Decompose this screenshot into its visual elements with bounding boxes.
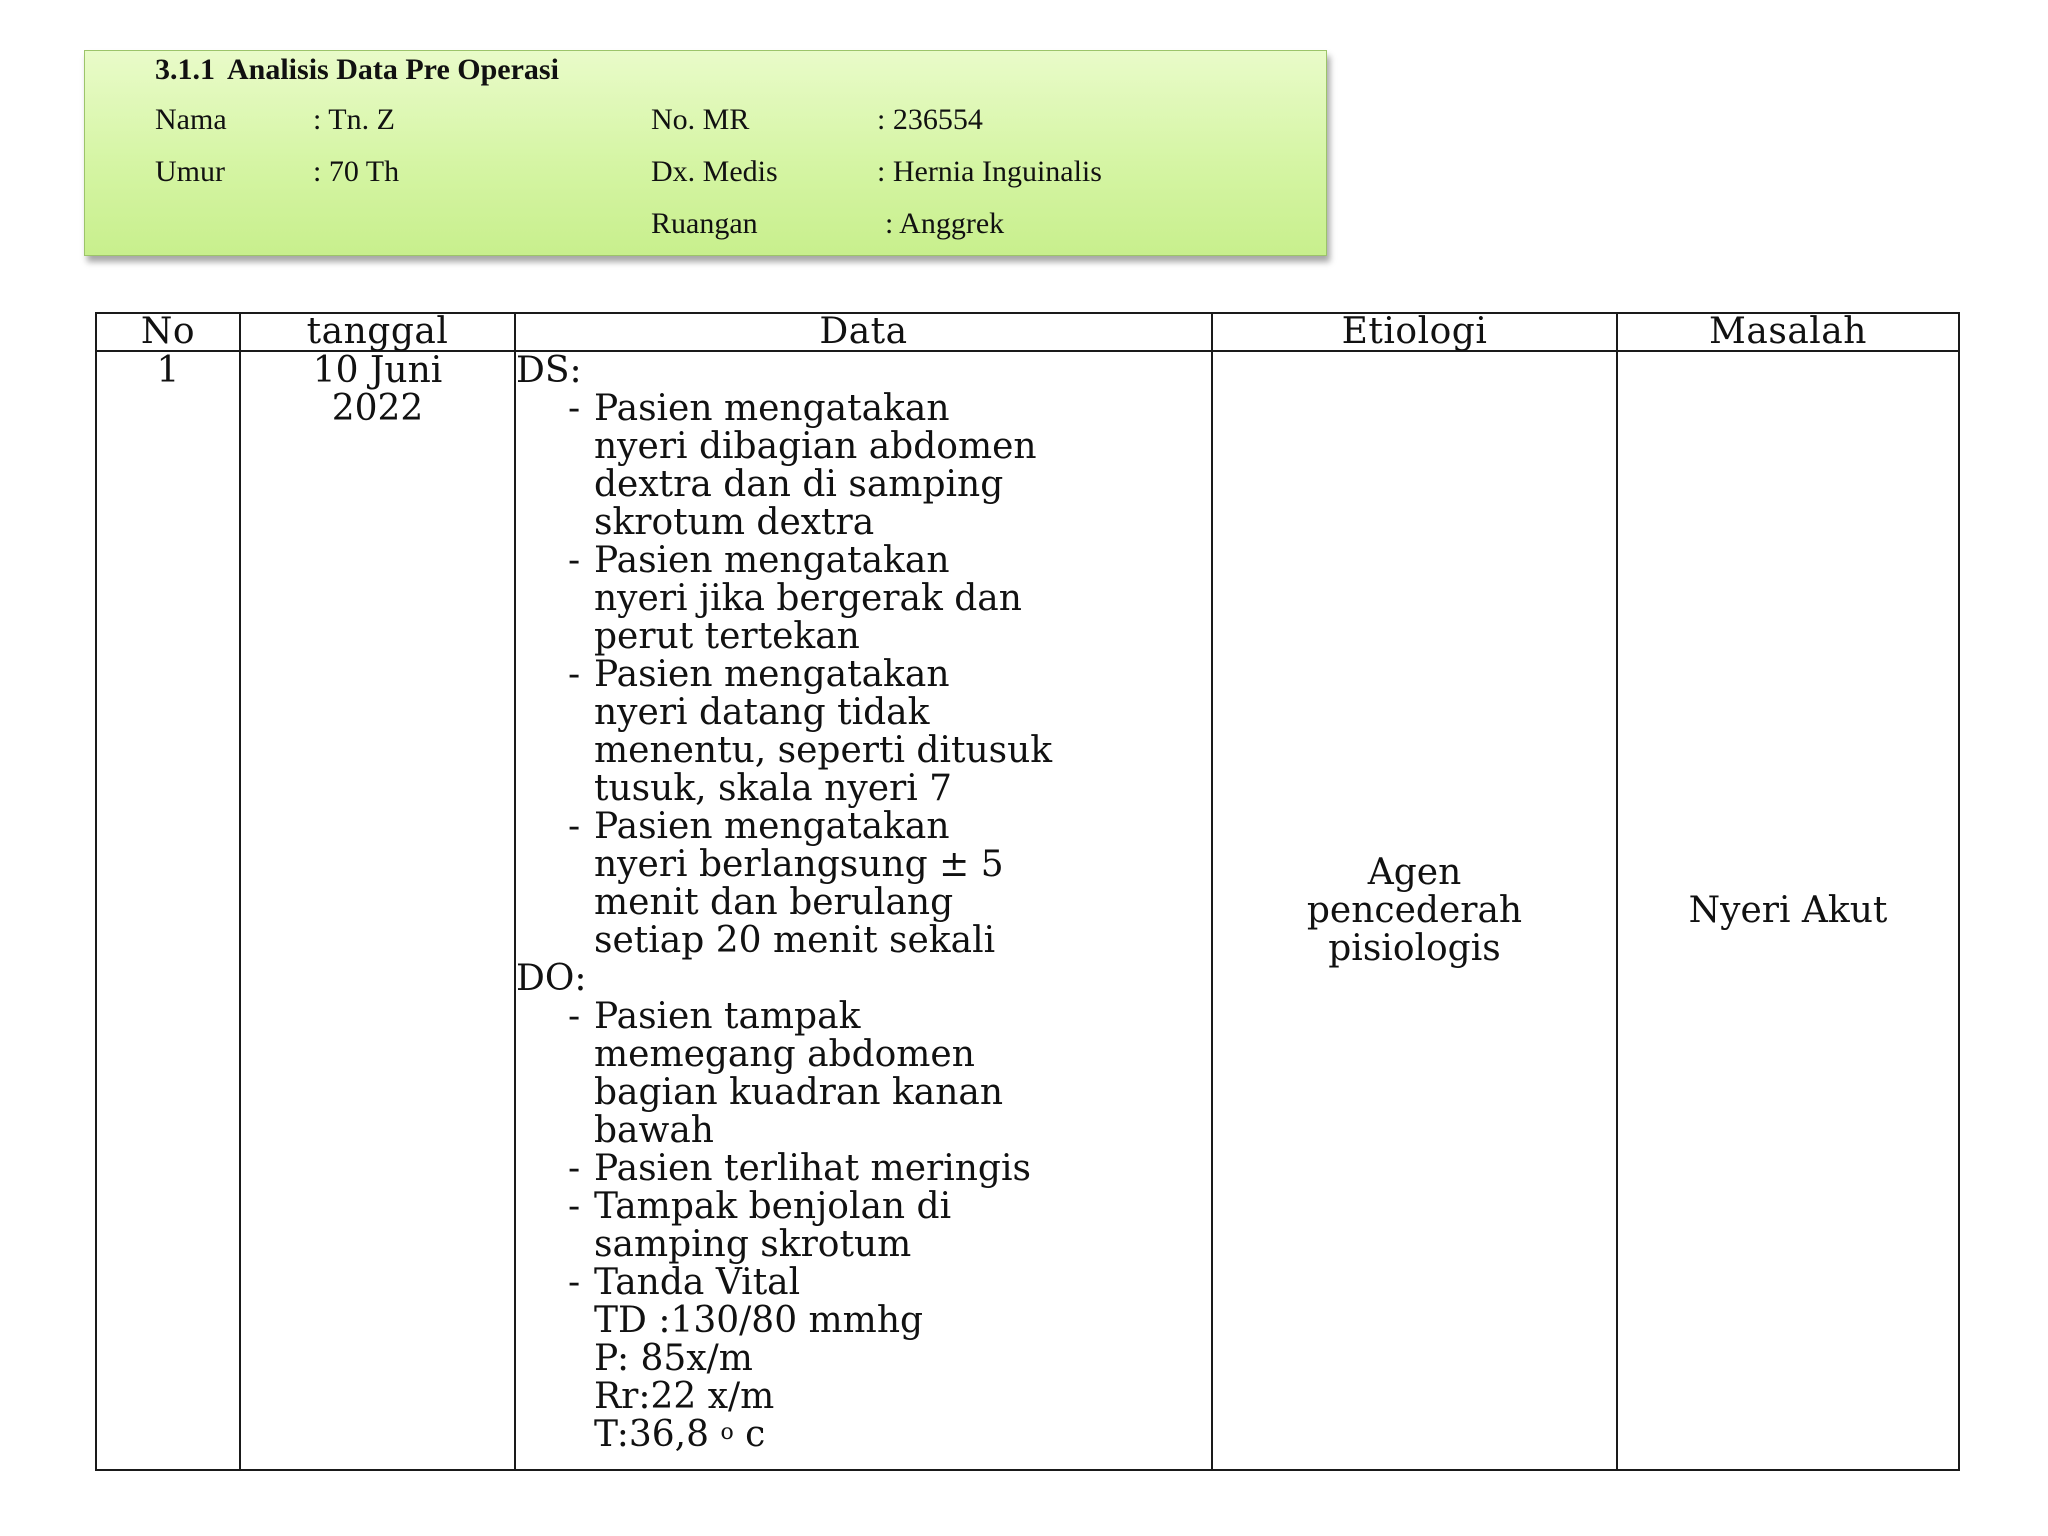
ds-list [516,390,1211,960]
field-ruangan [651,207,1005,241]
cell-tanggal [240,351,515,1470]
no-mr-label: No. MR [651,103,750,136]
list-item: - Pasien mengatakan nyeri dibagian abdomen dextra dan di samping skrotum dextra [568,390,1211,542]
field-no-mr [651,103,983,137]
item-line: perut tertekan [594,616,860,657]
list-item: - Pasien mengatakan nyeri datang tidak menentu, seperti ditusuk tusuk, skala nyeri 7 [568,656,1211,808]
item-line: tusuk, skala nyeri 7 [594,768,953,809]
etiologi-line: pencederah [1306,889,1523,931]
item-line: Pasien mengatakan [594,540,950,581]
item-line: Pasien mengatakan [594,654,950,695]
list-item: - Tampak benjolan di samping skrotum [568,1188,1211,1264]
item-line: dextra dan di samping [594,464,1004,505]
analysis-table [95,312,1960,1471]
list-item: - Pasien mengatakan nyeri jika bergerak dan perut tertekan [568,542,1211,656]
date-line-2: 2022 [331,388,424,429]
list-item: - Pasien terlihat meringis [568,1150,1211,1188]
item-line: Rr:22 x/m [594,1376,775,1417]
item-line: nyeri datang tidak [594,692,930,733]
do-list [516,998,1211,1454]
item-line: P: 85x/m [594,1338,753,1379]
list-item: - Tanda Vital TD :130/80 mmhg P: 85x/m Rr:22 x/m T:36,8 $^o$ c [568,1264,1211,1454]
item-line: skrotum dextra [594,502,875,543]
item-line: menit dan berulang [594,882,954,923]
item-line: nyeri berlangsung ± 5 [594,844,1004,885]
list-item: - Pasien tampak memegang abdomen bagian kuadran kanan bawah [568,998,1211,1150]
item-line: bawah [594,1110,714,1151]
section-title-text: Analisis Data Pre Operasi [227,53,559,86]
item-line: setiap 20 menit sekali [594,920,996,961]
item-line: Pasien tampak [594,996,861,1037]
cell-no: 1 [96,351,240,1470]
cell-masalah: Nyeri Akut [1617,351,1959,1470]
no-mr-value: : 236554 [877,103,983,136]
do-label: DO: [516,958,587,999]
cell-etiologi [1212,351,1617,1470]
patient-info-box [84,50,1327,256]
temperature-unit: c [733,1414,766,1455]
item-line: Tampak benjolan di [594,1186,952,1227]
degree-symbol: o [720,1420,734,1445]
table-header-row [96,313,1959,351]
column-header-masalah: Masalah [1617,313,1959,351]
section-title [155,53,559,87]
item-line: nyeri jika bergerak dan [594,578,1022,619]
section-number: 3.1.1 [155,53,215,86]
nama-value: : Tn. Z [313,103,395,136]
table-row [96,351,1959,1470]
item-line: Tanda Vital [594,1262,801,1303]
nama-label: Nama [155,103,227,136]
temperature-line [594,1416,1211,1454]
ruangan-value: : Anggrek [885,207,1005,240]
cell-data [515,351,1212,1470]
ds-label: DS: [516,350,582,391]
field-dx-medis [651,155,1102,189]
dx-medis-value: : Hernia Inguinalis [877,155,1102,188]
temperature-value: T:36,8 [594,1414,721,1455]
item-line: bagian kuadran kanan [594,1072,1004,1113]
etiologi-line: pisiologis [1328,927,1501,969]
etiologi-line: Agen [1367,851,1462,893]
umur-value: : 70 Th [313,155,400,188]
ruangan-label: Ruangan [651,207,758,240]
column-header-data: Data [515,313,1212,351]
field-nama [155,103,395,137]
item-line: samping skrotum [594,1224,912,1265]
item-line: nyeri dibagian abdomen [594,426,1037,467]
column-header-tanggal: tanggal [240,313,515,351]
umur-label: Umur [155,155,225,188]
item-line: memegang abdomen [594,1034,975,1075]
item-line: TD :130/80 mmhg [594,1300,924,1341]
item-line: menentu, seperti ditusuk [594,730,1053,771]
field-umur [155,155,400,189]
item-line: Pasien terlihat meringis [594,1148,1031,1189]
date-line-1: 10 Juni [312,350,443,391]
column-header-etiologi: Etiologi [1212,313,1617,351]
item-line: Pasien mengatakan [594,806,950,847]
column-header-no: No [96,313,240,351]
dx-medis-label: Dx. Medis [651,155,778,188]
item-line: Pasien mengatakan [594,388,950,429]
list-item: - Pasien mengatakan nyeri berlangsung ± 5 menit dan berulang setiap 20 menit sekali [568,808,1211,960]
